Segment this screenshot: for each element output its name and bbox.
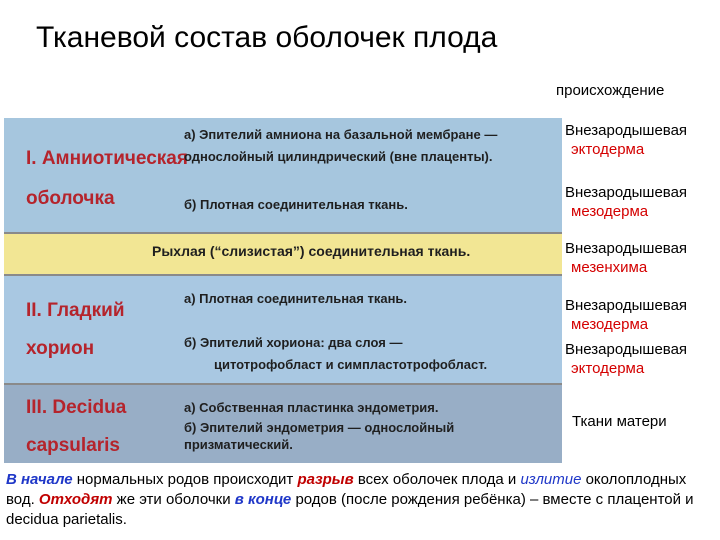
- category-label: capsularis: [26, 435, 120, 456]
- table-cell: б) Эпителий хориона: два слоя —: [184, 335, 403, 350]
- table-row-loose-tissue: [4, 232, 562, 276]
- origin-item: Внезародышевая мезодерма: [565, 184, 688, 220]
- table-row-amnion: [4, 118, 562, 232]
- tissue-table: [4, 118, 562, 463]
- table-row-decidua: [4, 383, 562, 463]
- origin-item: Внезародышевая мезенхима: [565, 240, 688, 276]
- category-label: II. Гладкий: [26, 300, 125, 321]
- table-cell: б) Эпителий эндометрия — однослойный призматический.: [184, 420, 455, 452]
- origin-item: Ткани матери: [572, 413, 667, 430]
- category-label: оболочка: [26, 188, 115, 209]
- table-cell: а) Эпителий амниона на базальной мембране —: [184, 127, 498, 142]
- origin-item: Внезародышевая эктодерма: [565, 122, 688, 158]
- category-label: III. Decidua: [26, 397, 127, 418]
- table-row-chorion: [4, 276, 562, 383]
- table-cell: Рыхлая (“слизистая”) соединительная ткань.: [152, 243, 471, 259]
- page-title: Тканевой состав оболочек плода: [36, 21, 498, 54]
- footer-paragraph: В начале нормальных родов происходит разрыв всех оболочек плода и излитие околоплодных вод. Отходят же эти оболочки в конце родов (после рождения ребёнка) – вместе с плацентой и decidua parietalis.: [6, 471, 694, 528]
- category-label: хорион: [26, 338, 95, 359]
- origin-column-header: происхождение: [556, 82, 665, 99]
- table-cell: а) Плотная соединительная ткань.: [184, 291, 408, 306]
- table-cell: б) Плотная соединительная ткань.: [184, 197, 408, 212]
- table-cell: однослойный цилиндрический (вне плаценты).: [184, 149, 493, 164]
- origin-item: Внезародышевая мезодерма: [565, 297, 688, 333]
- category-label: I. Амниотическая: [26, 148, 188, 169]
- table-cell: цитотрофобласт и симпластотрофобласт.: [214, 357, 488, 372]
- origin-item: Внезародышевая эктодерма: [565, 341, 688, 377]
- table-cell: а) Собственная пластинка эндометрия.: [184, 400, 439, 415]
